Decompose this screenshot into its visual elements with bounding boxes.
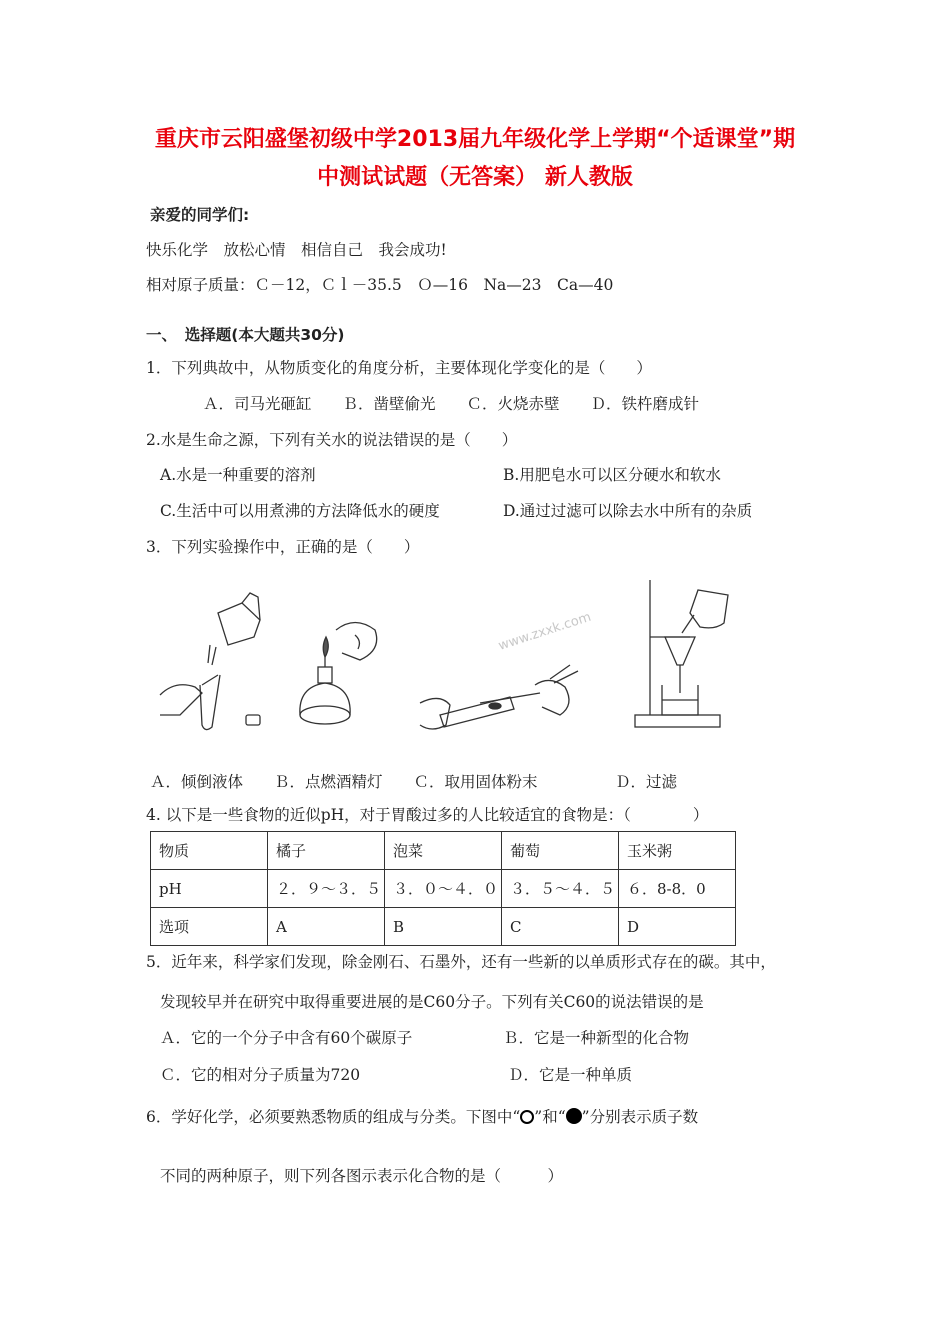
table-row bbox=[151, 870, 736, 908]
title-line-1: 重庆市云阳盛堡初级中学2013届九年级化学上学期“个适课堂”期 bbox=[154, 127, 796, 152]
table-cell: D bbox=[619, 908, 736, 946]
table-cell: 选项 bbox=[151, 908, 268, 946]
table-cell: 泡菜 bbox=[385, 832, 502, 870]
q2-option-b: B.用肥皂水可以区分硬水和软水 bbox=[503, 466, 721, 484]
q2-option-a: A.水是一种重要的溶剂 bbox=[160, 466, 316, 484]
motto: 快乐化学 放松心情 相信自己 我会成功! bbox=[146, 241, 447, 259]
q5-option-d: Ｄ．它是一种单质 bbox=[508, 1066, 633, 1084]
table-cell: C bbox=[502, 908, 619, 946]
q5-stem-line-1: 5．近年来，科学家们发现，除金刚石、石墨外，还有一些新的以单质形式存在的碳。其中， bbox=[146, 953, 776, 971]
q5-option-c: Ｃ．它的相对分子质量为720 bbox=[160, 1066, 361, 1084]
table-cell: B bbox=[385, 908, 502, 946]
q1-options: Ａ．司马光砸缸 Ｂ．凿壁偷光 Ｃ．火烧赤壁 Ｄ．铁杵磨成针 bbox=[203, 395, 700, 413]
table-cell: pH bbox=[151, 870, 268, 908]
ph-table bbox=[150, 831, 736, 946]
q3-stem: 3．下列实验操作中，正确的是（ ） bbox=[146, 538, 420, 556]
table-cell: 橘子 bbox=[268, 832, 385, 870]
hollow-circle-icon bbox=[520, 1110, 534, 1124]
table-cell: 玉米粥 bbox=[619, 832, 736, 870]
table-cell: ３．０～４．０ bbox=[385, 870, 502, 908]
q1-stem: 1．下列典故中，从物质变化的角度分析，主要体现化学变化的是（ ） bbox=[146, 359, 652, 377]
filtration-figure bbox=[635, 580, 728, 727]
q5-option-a: Ａ．它的一个分子中含有60个碳原子 bbox=[160, 1029, 413, 1047]
section-heading: 一、 选择题(本大题共30分) bbox=[146, 326, 345, 344]
q3-watermark: www.zxxk.com bbox=[496, 609, 593, 654]
q4-stem: 4. 以下是一些食物的近似pH，对于胃酸过多的人比较适宜的食物是：（ ） bbox=[146, 806, 709, 824]
q5-option-b: Ｂ．它是一种新型的化合物 bbox=[503, 1029, 690, 1047]
q2-option-d: D.通过过滤可以除去水中所有的杂质 bbox=[503, 502, 753, 520]
filled-circle-icon bbox=[566, 1108, 582, 1124]
q6-stem-part-b: ”和“ bbox=[534, 1108, 566, 1126]
title-line-2: 中测试试题（无答案） 新人教版 bbox=[317, 165, 633, 190]
solid-powder-figure bbox=[420, 665, 578, 729]
alcohol-lamp-figure bbox=[300, 623, 377, 725]
table-row bbox=[151, 908, 736, 946]
q6-stem-line-2: 不同的两种原子，则下列各图示表示化合物的是（ ） bbox=[160, 1167, 564, 1185]
table-cell: ６．8-8．0 bbox=[619, 870, 736, 908]
pouring-liquid-figure bbox=[160, 593, 260, 730]
table-cell: ３．５～４．５ bbox=[502, 870, 619, 908]
q6-stem-part-a: 6．学好化学，必须要熟悉物质的组成与分类。下图中“ bbox=[146, 1108, 521, 1126]
table-cell: ２．９～３．５ bbox=[268, 870, 385, 908]
q2-stem: 2.水是生命之源，下列有关水的说法错误的是（ ） bbox=[146, 431, 518, 449]
table-cell: A bbox=[268, 908, 385, 946]
atomic-mass: 相对原子质量：Ｃ－12，Ｃｌ－35.5 Ｏ—16 Na—23 Ca—40 bbox=[146, 276, 614, 294]
q6-stem-line-1 bbox=[146, 1105, 698, 1127]
table-cell: 物质 bbox=[151, 832, 268, 870]
table-cell: 葡萄 bbox=[502, 832, 619, 870]
q2-option-c: C.生活中可以用煮沸的方法降低水的硬度 bbox=[160, 502, 440, 520]
q6-stem-part-c: ”分别表示质子数 bbox=[581, 1108, 699, 1126]
q3-options: Ａ．倾倒液体 Ｂ．点燃酒精灯 Ｃ．取用固体粉末 Ｄ．过滤 bbox=[150, 773, 678, 791]
table-row bbox=[151, 832, 736, 870]
q3-illustrations bbox=[150, 575, 750, 760]
q5-stem-line-2: 发现较早并在研究中取得重要进展的是C60分子。下列有关C60的说法错误的是 bbox=[160, 993, 704, 1011]
greeting: 亲爱的同学们: bbox=[150, 206, 250, 224]
